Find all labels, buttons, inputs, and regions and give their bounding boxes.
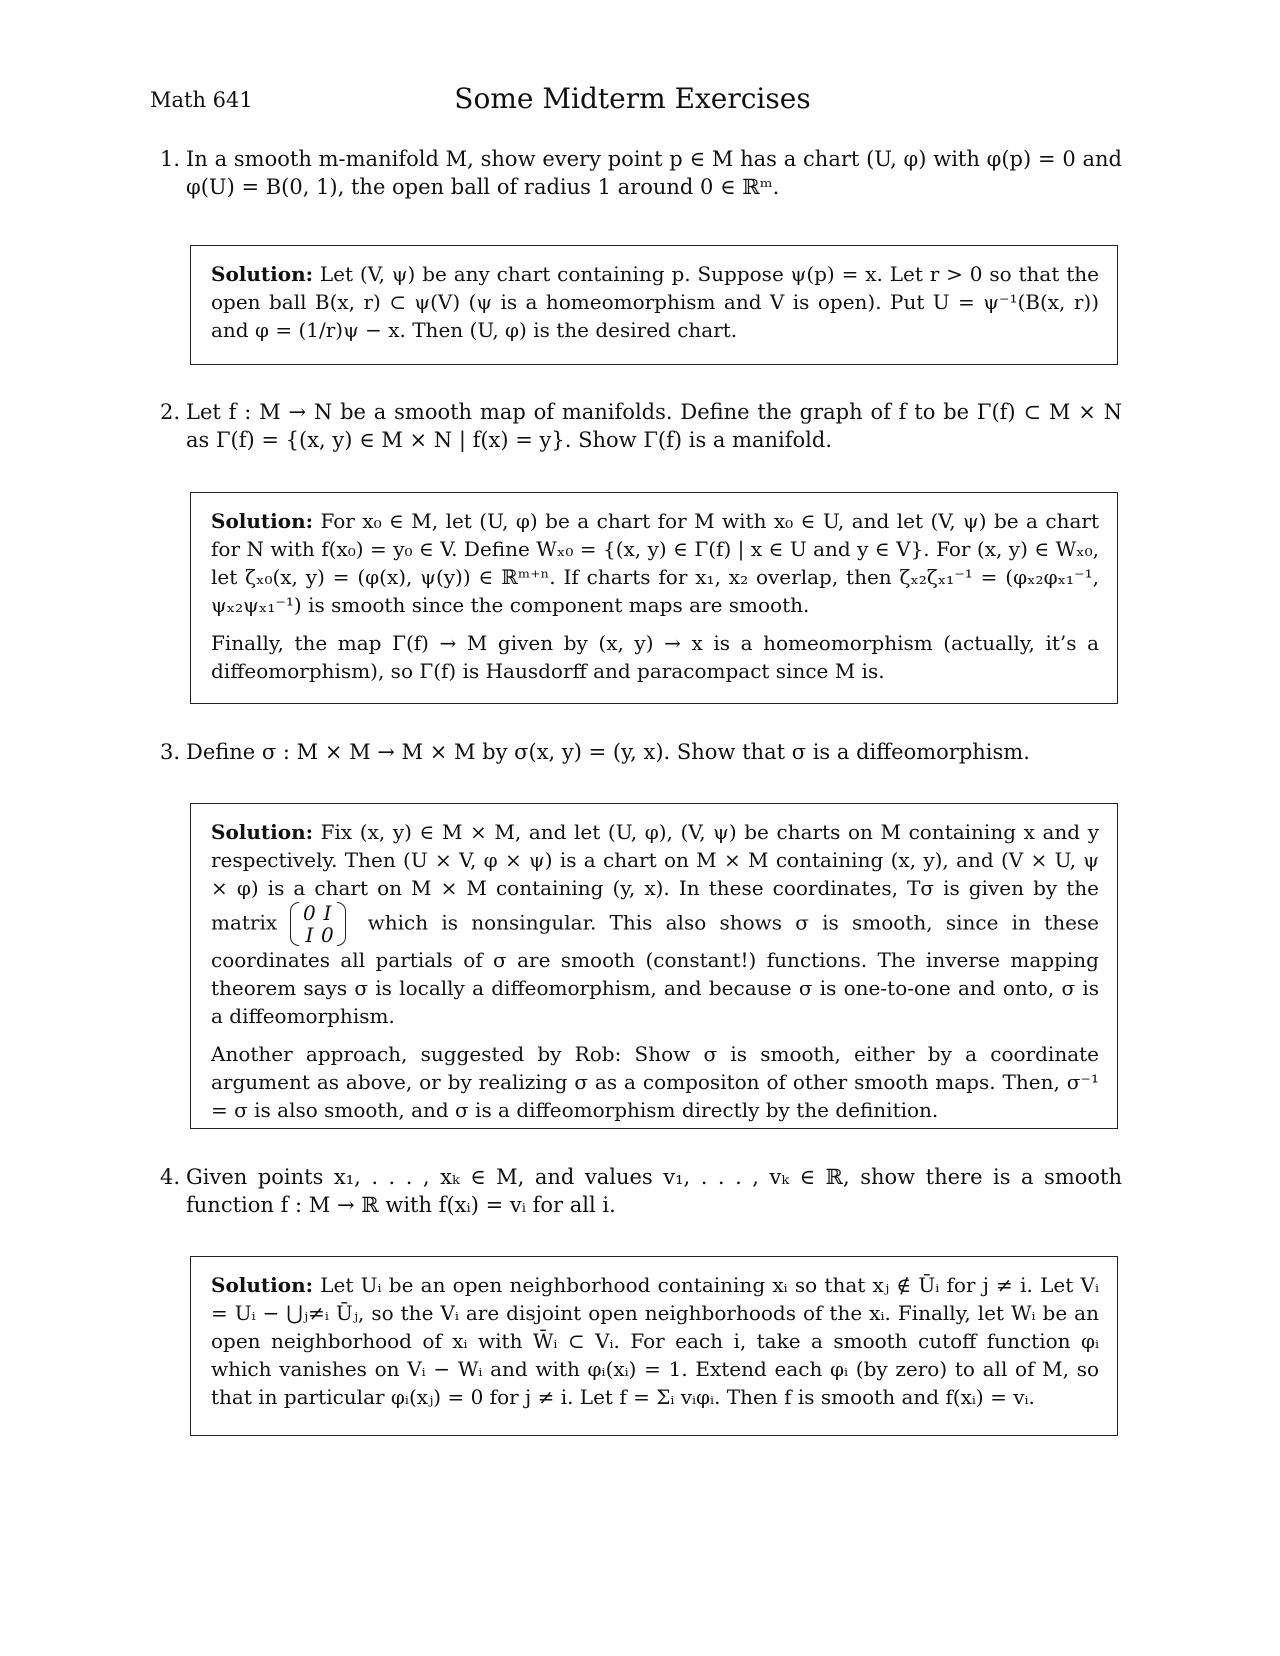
solution-label: Solution:	[211, 262, 314, 286]
problem-statement: Let f : M → N be a smooth map of manifolds. Define the graph of f to be Γ(f) ⊂ M × N as Γ(f) = {(x, y) ∈ M × N | f(x) = y}. Show Γ(f) is a manifold.	[186, 400, 1122, 452]
solution-paragraph	[211, 507, 1099, 619]
solution-box-2	[190, 492, 1118, 704]
problem-statement: Define σ : M × M → M × M by σ(x, y) = (y, x). Show that σ is a diffeomorphism.	[186, 740, 1030, 764]
solution-paragraph: Another approach, suggested by Rob: Show σ is smooth, either by a coordinate argument as above, or by realizing σ as a compositon of other smooth maps. Then, σ⁻¹ = σ is also smooth, and σ is a diffeomorphism directly by the definition.	[211, 1042, 1099, 1122]
problem-number: 4.	[160, 1165, 181, 1189]
solution-text: For x₀ ∈ M, let (U, φ) be a chart for M with x₀ ∈ U, and let (V, ψ) be a chart for N with f(x₀) = y₀ ∈ V. Define Wₓ₀ = {(x, y) ∈ Γ(f) | x ∈ U and y ∈ V}. For (x, y) ∈ Wₓ₀, let ζₓ₀(x, y) = (φ(x), ψ(y)) ∈ ℝᵐ⁺ⁿ. If charts for x₁, x₂ overlap, then ζₓ₂ζₓ₁⁻¹ = (φₓ₂φₓ₁⁻¹, ψₓ₂ψₓ₁⁻¹) is smooth since the component maps are smooth.	[211, 509, 1100, 617]
solution-label: Solution:	[211, 1273, 314, 1297]
course-label: Math 641	[150, 88, 253, 112]
matrix-cell: I	[305, 923, 314, 947]
matrix-cell: 0	[303, 901, 316, 925]
solution-box-3	[190, 803, 1118, 1129]
problem-number: 3.	[160, 740, 181, 764]
solution-paragraph	[211, 1271, 1099, 1411]
problem-number: 2.	[160, 400, 181, 424]
solution-paragraph	[211, 818, 1099, 1030]
matrix-row	[300, 923, 336, 947]
solution-paragraph: Finally, the map Γ(f) → M given by (x, y) → x is a homeomorphism (actually, it’s a diffeomorphism), so Γ(f) is Hausdorff and paracompact since M is.	[211, 631, 1099, 683]
problem-number: 1.	[160, 147, 181, 171]
problem-3	[160, 738, 1122, 766]
problem-4	[160, 1163, 1122, 1219]
matrix-row	[300, 901, 336, 925]
matrix-cell: 0	[321, 923, 334, 947]
problem-1	[160, 145, 1122, 201]
solution-box-1	[190, 245, 1118, 365]
solution-label: Solution:	[211, 509, 314, 533]
page-title: Some Midterm Exercises	[454, 82, 811, 115]
matrix	[290, 902, 346, 946]
problem-statement: In a smooth m-manifold M, show every point p ∈ M has a chart (U, φ) with φ(p) = 0 and φ(U) = B(0, 1), the open ball of radius 1 around 0 ∈ ℝᵐ.	[186, 147, 1122, 199]
problem-statement: Given points x₁, . . . , xₖ ∈ M, and values v₁, . . . , vₖ ∈ ℝ, show there is a smooth function f : M → ℝ with f(xᵢ) = vᵢ for all i.	[186, 1165, 1122, 1217]
page-header	[150, 82, 1115, 122]
solution-paragraph	[211, 260, 1099, 344]
problem-2	[160, 398, 1122, 454]
solution-text: which is nonsingular. This also shows σ is smooth, since in these coordinates all partials of σ are smooth (constant!) functions. The inverse mapping theorem says σ is locally a diffeomorphism, and because σ is one-to-one and onto, σ is a diffeomorphism.	[211, 910, 1100, 1028]
solution-label: Solution:	[211, 820, 314, 844]
solution-text: Fix (x, y) ∈ M × M, and let (U, φ), (V, ψ) be charts on M containing x and y respectively. Then (U × V, φ × ψ) is a chart on M × M containing (x, y), and (V × U, ψ × φ) is a chart on M × M containing (y, x). In these coordinates, Tσ is given by the matrix	[211, 820, 1100, 935]
solution-box-4	[190, 1256, 1118, 1436]
solution-text: Let Uᵢ be an open neighborhood containing xᵢ so that xⱼ ∉ Ūᵢ for j ≠ i. Let Vᵢ = Uᵢ − ⋃ⱼ≠ᵢ Ūⱼ, so the Vᵢ are disjoint open neighborhoods of the xᵢ. Finally, let Wᵢ be an open neighborhood of xᵢ with W̄ᵢ ⊂ Vᵢ. For each i, take a smooth cutoff function φᵢ which vanishes on Vᵢ − Wᵢ and with φᵢ(xᵢ) = 1. Extend each φᵢ (by zero) to all of M, so that in particular φᵢ(xⱼ) = 0 for j ≠ i. Let f = Σᵢ vᵢφᵢ. Then f is smooth and f(xᵢ) = vᵢ.	[211, 1273, 1099, 1409]
solution-text: Let (V, ψ) be any chart containing p. Suppose ψ(p) = x. Let r > 0 so that the open ball B(x, r) ⊂ ψ(V) (ψ is a homeomorphism and V is open). Put U = ψ⁻¹(B(x, r)) and φ = (1/r)ψ − x. Then (U, φ) is the desired chart.	[211, 262, 1099, 342]
matrix-cell: I	[323, 901, 332, 925]
